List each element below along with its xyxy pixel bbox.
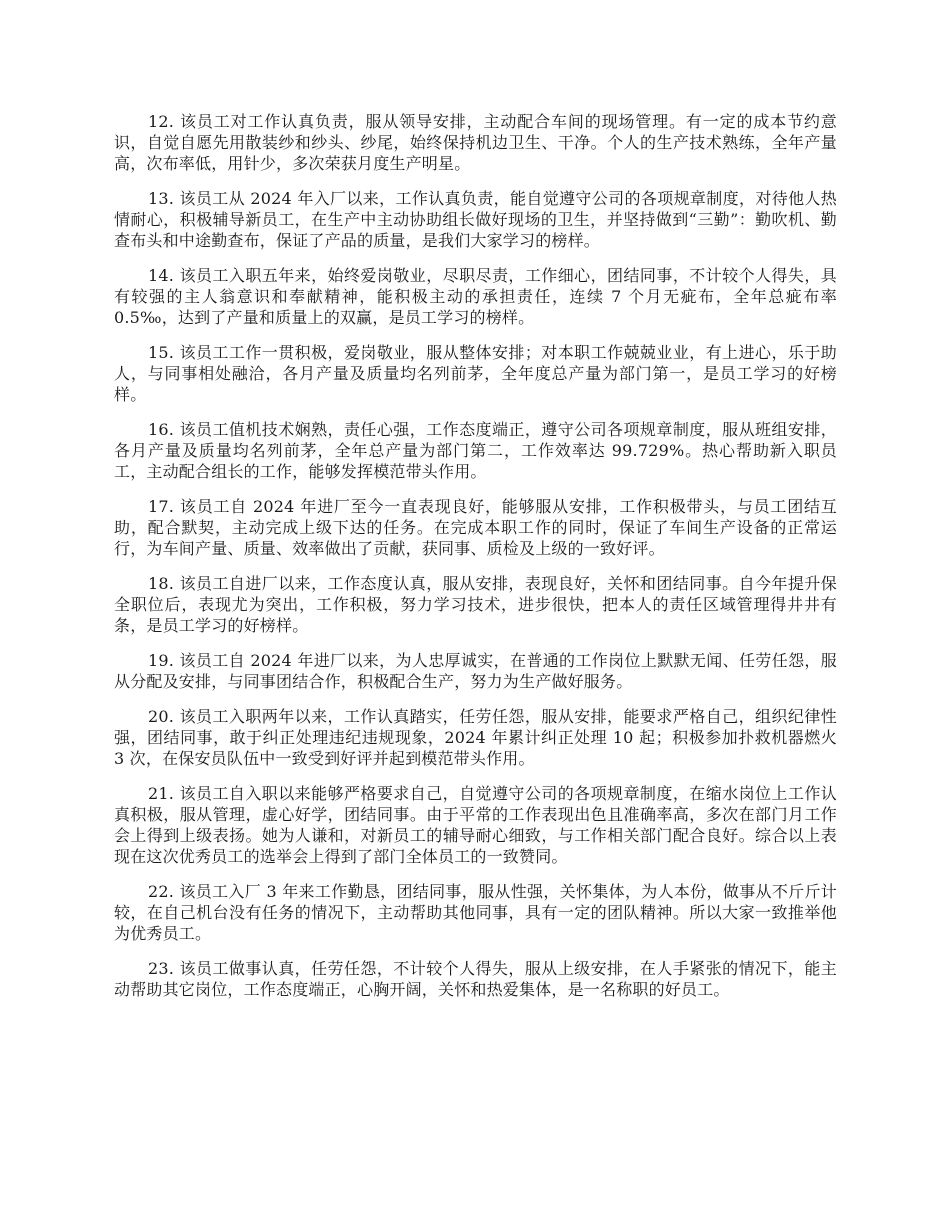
paragraph-16: 16. 该员工值机技术娴熟，责任心强，工作态度端正，遵守公司各项规章制度，服从班组安排，各月产量及质量均名列前茅，全年总产量为部门第二，工作效率达 99.729%。热心帮助新入职员工，主动配合组长的工作，能够发挥模范带头作用。 [114,420,837,481]
paragraph-23: 23. 该员工做事认真，任劳任怨，不计较个人得失，服从上级安排，在人手紧张的情况下，能主动帮助其它岗位，工作态度端正，心胸开阔，关怀和热爱集体，是一名称职的好员工。 [114,959,837,999]
paragraph-17: 17. 该员工自 2024 年进厂至今一直表现良好，能够服从安排，工作积极带头，与员工团结互助，配合默契，主动完成上级下达的任务。在完成本职工作的同时，保证了车间生产设备的正常运行，为车间产量、质量、效率做出了贡献，获同事、质检及上级的一致好评。 [114,497,837,558]
paragraph-18: 18. 该员工自进厂以来，工作态度认真，服从安排，表现良好，关怀和团结同事。自今年提升保全职位后，表现尤为突出，工作积极，努力学习技术，进步很快，把本人的责任区域管理得井井有条，是员工学习的好榜样。 [114,574,837,635]
paragraph-15: 15. 该员工工作一贯积极，爱岗敬业，服从整体安排；对本职工作兢兢业业，有上进心，乐于助人，与同事相处融洽，各月产量及质量均名列前茅，全年度总产量为部门第一，是员工学习的好榜样。 [114,343,837,404]
paragraph-13: 13. 该员工从 2024 年入厂以来，工作认真负责，能自觉遵守公司的各项规章制度，对待他人热情耐心，积极辅导新员工，在生产中主动协助组长做好现场的卫生，并坚持做到“三勤”：勤吹机、勤查布头和中途勤查布，保证了产品的质量，是我们大家学习的榜样。 [114,189,837,250]
paragraph-21: 21. 该员工自入职以来能够严格要求自己，自觉遵守公司的各项规章制度，在缩水岗位上工作认真积极，服从管理，虚心好学，团结同事。由于平常的工作表现出色且准确率高，多次在部门月工作会上得到上级表扬。她为人谦和，对新员工的辅导耐心细致，与工作相关部门配合良好。综合以上表现在这次优秀员工的选举会上得到了部门全体员工的一致赞同。 [114,784,837,866]
paragraph-19: 19. 该员工自 2024 年进厂以来，为人忠厚诚实，在普通的工作岗位上默默无闻、任劳任怨，服从分配及安排，与同事团结合作，积极配合生产，努力为生产做好服务。 [114,651,837,691]
paragraph-14: 14. 该员工入职五年来，始终爱岗敬业，尽职尽责，工作细心，团结同事，不计较个人得失，具有较强的主人翁意识和奉献精神，能积极主动的承担责任，连续 7 个月无疵布，全年总疵布率 0.5‰，达到了产量和质量上的双赢，是员工学习的榜样。 [114,266,837,327]
paragraph-20: 20. 该员工入职两年以来，工作认真踏实，任劳任怨，服从安排，能要求严格自己，组织纪律性强，团结同事，敢于纠正处理违纪违规现象，2024 年累计纠正处理 10 起；积极参加扑救机器燃火 3 次，在保安员队伍中一致受到好评并起到模范带头作用。 [114,707,837,768]
paragraph-12: 12. 该员工对工作认真负责，服从领导安排，主动配合车间的现场管理。有一定的成本节约意识，自觉自愿先用散装纱和纱头、纱尾，始终保持机边卫生、干净。个人的生产技术熟练，全年产量高，次布率低，用针少，多次荣获月度生产明星。 [114,112,837,173]
paragraph-22: 22. 该员工入厂 3 年来工作勤恳，团结同事，服从性强，关怀集体，为人本份，做事从不斤斤计较，在自己机台没有任务的情况下，主动帮助其他同事，具有一定的团队精神。所以大家一致推举他为优秀员工。 [114,882,837,943]
